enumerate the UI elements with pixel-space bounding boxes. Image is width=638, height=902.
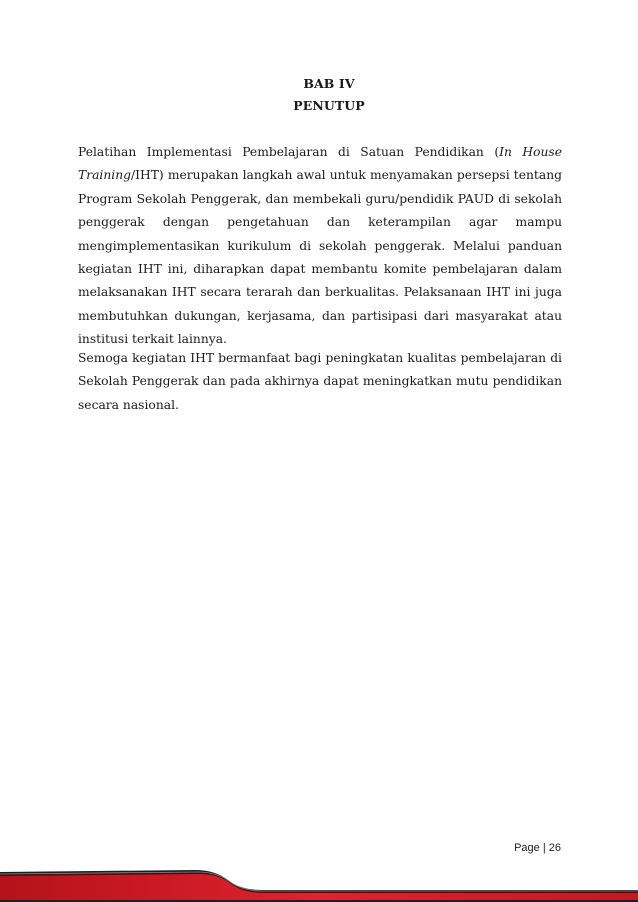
paragraph-intro-italic-term: In House Training (78, 145, 563, 183)
chapter-number: BAB IV (303, 76, 355, 91)
footer-decorative-band (0, 850, 638, 902)
chapter-title: PENUTUP (293, 98, 365, 113)
paragraph-intro (78, 141, 562, 352)
paragraph-intro-text-start: Pelatihan Implementasi Pembelajaran di Satuan Pendidikan ( (78, 145, 500, 159)
paragraph-closing: Semoga kegiatan IHT bermanfaat bagi peningkatan kualitas pembelajaran di Sekolah Penggerak dan pada akhirnya dapat meningkatkan mutu pendidikan secara nasional. (78, 351, 562, 412)
footer-red-band (0, 874, 638, 900)
page-number-label: Page | 26 (514, 842, 561, 854)
paragraph-intro-text-end: /IHT) merupakan langkah awal untuk menyamakan persepsi tentang Program Sekolah Penggerak, dan membekali guru/pendidik PAUD di sekolah penggerak dengan pengetahuan dan keterampilan agar mampu mengimplementasikan kurikulum di sekolah penggerak. Melalui panduan kegiatan IHT ini, diharapkan dapat membantu komite pembelajaran dalam melaksanakan IHT secara terarah dan berkualitas. Pelaksanaan IHT ini juga membutuhkan dukungan, kerjasama, dan partisipasi dari masyarakat atau institusi terkait lainnya. (78, 168, 562, 347)
